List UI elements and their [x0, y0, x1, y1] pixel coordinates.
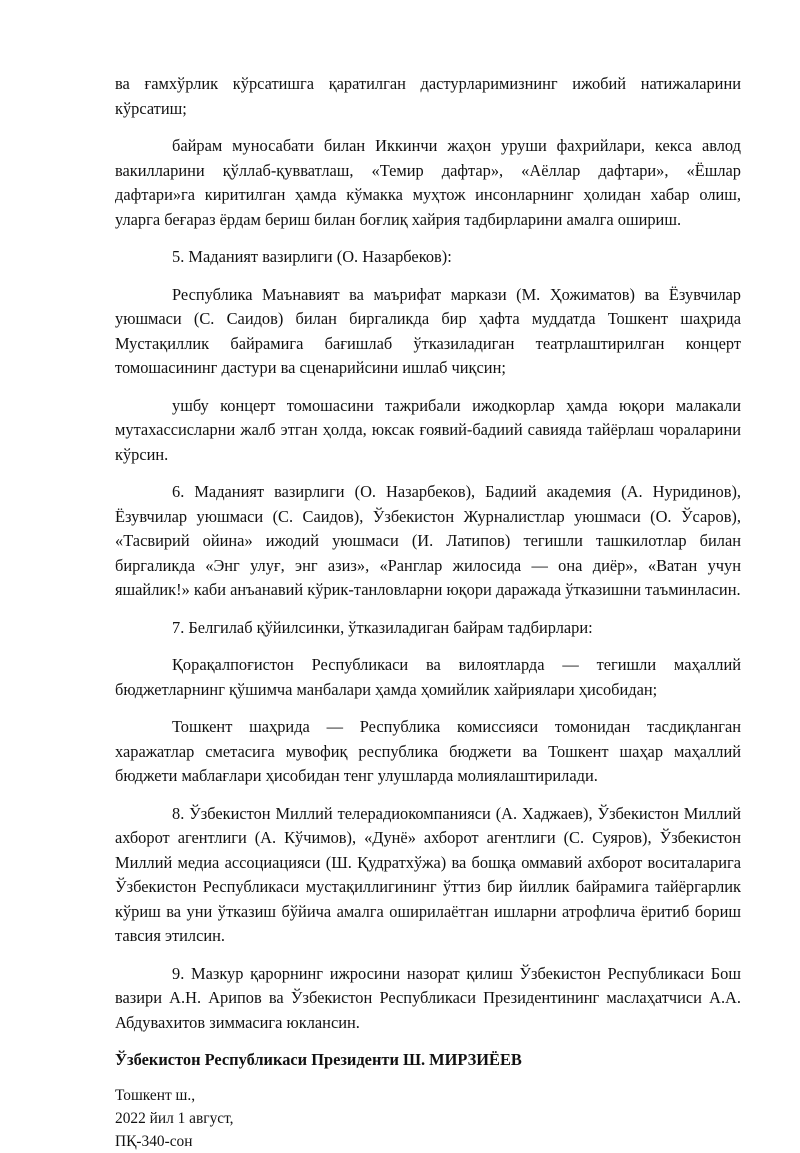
section-heading: 5. Маданият вазирлиги (О. Назарбеков): [172, 247, 452, 266]
paragraph: 9. Мазкур қарорнинг ижросини назорат қилиш Ўзбекистон Республикаси Бош вазири А.Н. Арипов ва Ўзбекистон Республикаси Президентининг маслаҳатчиси А.А. Абдувахитов зиммасига юклансин. [115, 963, 741, 1032]
paragraph: байрам муносабати билан Иккинчи жаҳон уруши фахрийлари, кекса авлод вакилларини қўллаб-қувватлаш, «Темир дафтар», «Аёллар дафтари», «Ёшлар дафтари»га киритилган ҳамда кўмакка муҳтож инсонларнинг ҳолидан хабар олиш, уларга беғараз ёрдам бериш билан боғлиқ хайрия тадбирларини амалга ошириш. [115, 136, 741, 229]
paragraph: ушбу концерт томошасини тажрибали ижодкорлар ҳамда юқори малакали мутахассисларни жалб этган ҳолда, юксак ғоявий-бадиий савияда тайёрлаш чораларини кўрсин. [115, 395, 741, 464]
section-heading: 7. Белгилаб қўйилсинки, ўтказиладиган байрам тадбирлари: [172, 617, 593, 637]
paragraph: Тошкент шаҳрида — Республика комиссияси томонидан тасдиқланган харажатлар сметасига мувофиқ республика бюджети ва Тошкент шаҳар маҳаллий бюджети маблағлари ҳисобидан тенг улушларда молиялаштирилади. [115, 717, 741, 785]
footer-number: ПҚ-340-сон [115, 1133, 193, 1150]
footer-date: 2022 йил 1 август, [115, 1110, 234, 1127]
paragraph: 8. Ўзбекистон Миллий телерадиокомпанияси (А. Хаджаев), Ўзбекистон Миллий ахборот агентлиги (А. Кўчимов), «Дунё» ахборот агентлиги (С. Суяров), Ўзбекистон Миллий медиа ассоциацияси (Ш. Қудратхўжа) ва бошқа оммавий ахборот воситаларига Ўзбекистон Республикаси мустақиллигининг ўттиз бир йиллик байрамига тайёргарлик кўриш ва уни ўтказиш бўйича амалга оширилаётган ишларни атрофлича ёритиб бориш тавсия этилсин. [115, 803, 741, 945]
paragraph: 6. Маданият вазирлиги (О. Назарбеков), Бадиий академия (А. Нуридинов), Ёзувчилар уюшмаси (С. Саидов), Ўзбекистон Журналистлар уюшмаси (О. Ўсаров), «Тасвирий ойина» ижодий уюшмаси (И. Латипов) тегишли ташкилотлар билан биргаликда «Энг улуғ, энг азиз», «Ранглар жилосида — она диёр», «Ватан учун яшайлик!» каби анъанавий кўрик-танловларни юқори даражада ўтказишни таъминласин. [115, 482, 741, 599]
document-footer [115, 1084, 741, 1153]
paragraph: ва ғамхўрлик кўрсатишга қаратилган дастурларимизнинг ижобий натижаларини кўрсатиш; [115, 74, 741, 118]
footer-place: Тошкент ш., [115, 1087, 196, 1104]
signature: Ўзбекистон Республикаси Президенти Ш. МИРЗИЁЕВ [115, 1050, 522, 1069]
paragraph: Қорақалпоғистон Республикаси ва вилоятларда — тегишли маҳаллий бюджетларнинг қўшимча манбалари ҳамда ҳомийлик хайриялари ҳисобидан; [115, 655, 741, 699]
paragraph: Республика Маънавият ва маърифат маркази (М. Ҳожиматов) ва Ёзувчилар уюшмаси (С. Саидов) билан биргаликда бир ҳафта муддатда Тошкент шаҳрида Мустақиллик байрамига бағишлаб ўтказиладиган театрлаштирилган концерт томошасининг дастури ва сценарийсини ишлаб чиқсин; [115, 284, 741, 377]
document-page [115, 72, 741, 1153]
